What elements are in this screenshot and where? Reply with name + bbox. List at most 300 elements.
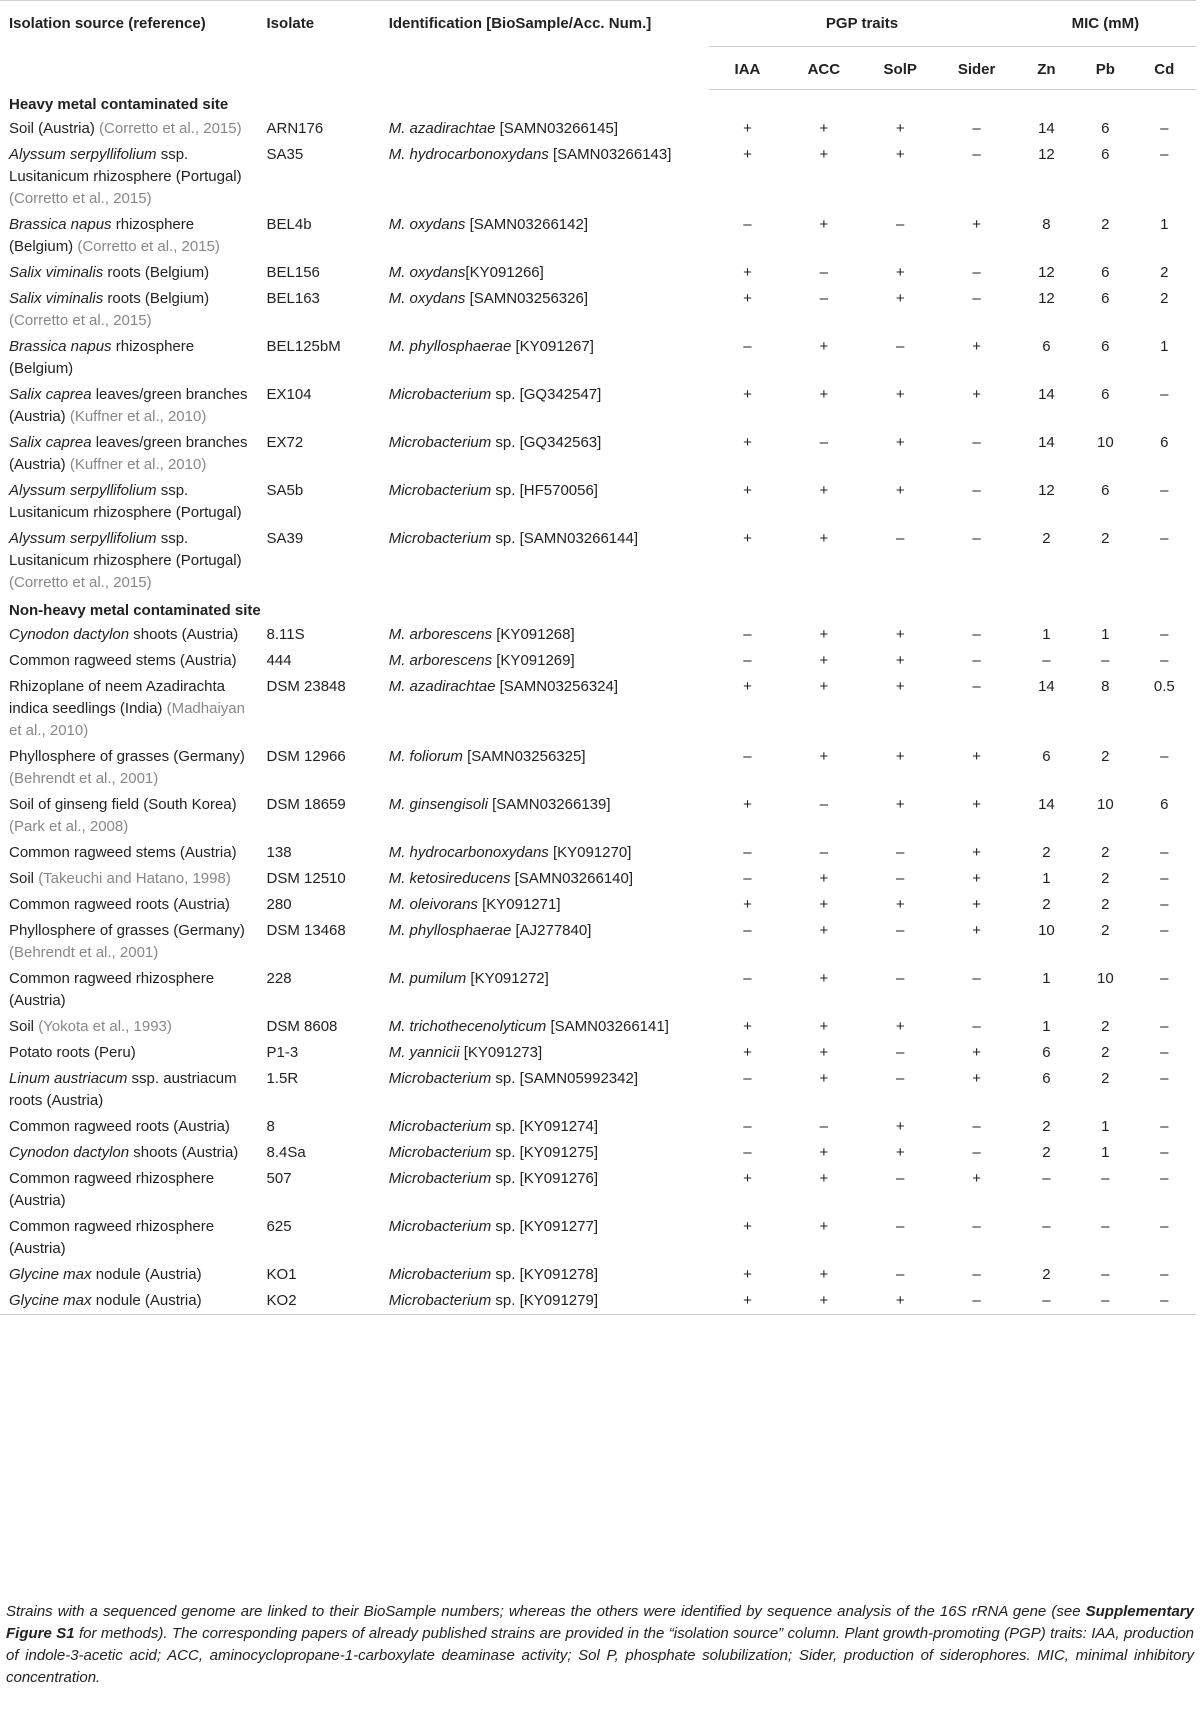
table-row [0,1066,1196,1114]
source-reference: (Corretto et al., 2015) [9,312,152,329]
cell-sider: + [972,216,981,233]
cell-acc: + [819,1018,829,1035]
col-header-identification: Identification [BioSample/Acc. Num.] [380,1,710,90]
cell-isolate: BEL163 [266,290,320,307]
cell-pb: 6 [1101,482,1110,499]
cell-iaa: + [743,678,752,695]
source-text: Common ragweed rhizosphere (Austria) [9,970,215,1009]
species-name: Microbacterium [388,1170,492,1187]
source-reference: (Behrendt et al., 2001) [9,770,159,787]
cell-zn: 2 [1042,896,1051,913]
species-name: M. ketosireducens [388,870,511,887]
cell-identification [380,674,710,744]
cell-solp: + [895,896,905,913]
cell-solp: + [895,1018,905,1035]
source-text: Common ragweed roots (Austria) [9,1118,230,1135]
cell-isolation-source [0,1066,258,1114]
cell-isolate: BEL156 [266,264,320,281]
source-taxon: Brassica napus [9,216,112,233]
cell-solp: + [895,264,905,281]
cell-pb: – [1101,652,1110,669]
cell-solp: – [896,844,905,861]
accession-number: sp. [KY091278] [491,1266,598,1283]
cell-pb: 10 [1096,796,1114,813]
source-taxon: Alyssum serpyllifolium [9,530,157,547]
cell-zn: 2 [1042,1118,1051,1135]
cell-isolation-source [0,430,258,478]
table-row [0,1040,1196,1066]
cell-isolation-source [0,260,258,286]
source-text: roots (Belgium) [103,264,210,281]
cell-sider: – [972,264,981,281]
cell-acc: – [819,1118,828,1135]
cell-cd: 0.5 [1153,678,1175,695]
cell-sider: + [972,796,981,813]
source-reference: (Madhaiyan et al., 2010) [9,700,245,739]
cell-acc: + [819,386,829,403]
table-body [0,90,1196,1315]
source-text: Common ragweed stems (Austria) [9,844,237,861]
col-group-mic: MIC (mM) [1015,1,1196,47]
source-text: Phyllosphere of grasses (Germany) [9,748,245,765]
cell-isolation-source [0,1166,258,1214]
species-name: Microbacterium [388,1118,492,1135]
cell-cd: – [1160,1070,1169,1087]
cell-iaa: + [743,386,752,403]
cell-zn: 6 [1042,338,1051,355]
cell-identification [380,892,710,918]
cell-zn: – [1042,1218,1051,1235]
cell-acc: + [819,922,829,939]
source-text: roots (Belgium) [103,290,210,307]
cell-acc: – [819,434,828,451]
species-name: Microbacterium [388,434,492,451]
cell-pb: 8 [1101,678,1110,695]
source-reference: (Corretto et al., 2015) [77,238,220,255]
cell-isolate: 8 [266,1118,275,1135]
source-text: ssp. austriacum roots (Austria) [9,1070,237,1109]
cell-solp: – [896,1044,905,1061]
cell-zn: – [1015,1288,1078,1315]
cell-isolation-source [0,744,258,792]
cell-isolate: 444 [266,652,292,669]
cell-cd: – [1160,1018,1169,1035]
cell-sider: – [972,434,981,451]
col-group-pgp-traits: PGP traits [709,1,1015,47]
cell-acc: + [819,678,829,695]
cell-iaa: – [743,748,752,765]
cell-pb: 2 [1101,1070,1110,1087]
cell-isolation-source [0,892,258,918]
caption-text-2: for methods). The corresponding papers of already published strains are provided in the “isolation source” column. Plant growth-promoting (PGP) traits: IAA, production of indole-3-acetic acid; ACC, aminocyclopropane-1-carboxylate deaminase activity; Sol P, phosphate solubilization; Sider, production of siderophores. MIC, minimal inhibitory concentration. [6,1625,1195,1686]
source-text: Soil [9,1018,39,1035]
cell-sider: + [972,896,981,913]
cell-zn: 6 [1042,1044,1051,1061]
source-text: Common ragweed rhizosphere (Austria) [9,1170,215,1209]
cell-zn: 1 [1042,1018,1051,1035]
cell-isolation-source [0,674,258,744]
cell-pb: 1 [1101,1144,1110,1161]
cell-isolation-source [0,334,258,382]
source-text: ssp. Lusitanicum rhizosphere (Portugal) [9,482,242,521]
cell-sider: + [972,1170,981,1187]
source-text: ssp. Lusitanicum rhizosphere (Portugal) [9,146,242,185]
cell-isolate: P1-3 [266,1044,299,1061]
cell-iaa: – [743,1118,752,1135]
cell-zn: 2 [1042,1266,1051,1283]
cell-solp: + [895,748,905,765]
species-name: M. arborescens [388,626,493,643]
cell-pb: 2 [1101,1044,1110,1061]
cell-solp: – [896,1218,905,1235]
source-taxon: Salix viminalis [9,290,104,307]
source-reference: (Kuffner et al., 2010) [69,408,207,425]
cell-pb: 2 [1101,922,1110,939]
accession-number: [SAMN03266143] [548,146,672,163]
cell-solp: + [895,652,905,669]
table-row [0,116,1196,142]
accession-number: [KY091272] [466,970,549,987]
cell-cd: – [1133,1288,1196,1315]
table-row [0,286,1196,334]
cell-acc: – [819,290,828,307]
cell-identification [380,1114,710,1140]
cell-sider: – [972,146,981,163]
cell-cd: – [1160,120,1169,137]
cell-zn: 1 [1042,626,1051,643]
section-header-row [0,596,1196,622]
cell-isolate: DSM 13468 [266,922,346,939]
cell-isolate: SA5b [266,482,304,499]
source-text: Common ragweed rhizosphere (Austria) [9,1218,215,1257]
source-taxon: Salix caprea [9,434,92,451]
species-name: M. azadirachtae [388,678,496,695]
accession-number: [KY091271] [477,896,561,913]
col-header-zn: Zn [1015,47,1078,90]
cell-zn: 12 [1038,290,1055,307]
col-header-acc: ACC [786,47,862,90]
species-name: M. oleivorans [388,896,478,913]
table-row [0,966,1196,1014]
accession-number: [SAMN03256326] [465,290,588,307]
cell-zn: – [1042,1170,1051,1187]
cell-pb: 6 [1101,386,1110,403]
source-text: Soil (Austria) [9,120,100,137]
cell-iaa: – [743,1144,752,1161]
accession-number: [KY091273] [459,1044,543,1061]
species-name: M. azadirachtae [388,120,496,137]
cell-solp: + [895,1118,905,1135]
cell-cd: – [1160,922,1169,939]
col-header-pb: Pb [1078,47,1133,90]
table-row [0,792,1196,840]
source-text: Phyllosphere of grasses (Germany) [9,922,245,939]
source-reference: (Corretto et al., 2015) [99,120,242,137]
cell-solp: + [895,120,905,137]
cell-zn: 12 [1038,482,1055,499]
cell-isolation-source [0,840,258,866]
cell-isolate: 8.4Sa [266,1144,306,1161]
species-name: Microbacterium [388,530,492,547]
accession-number: [KY091268] [492,626,575,643]
source-taxon: Glycine max [9,1266,92,1283]
species-name: Microbacterium [388,1266,492,1283]
cell-sider: + [972,748,981,765]
cell-solp: – [896,1070,905,1087]
cell-solp: – [896,922,905,939]
cell-identification [380,622,710,648]
cell-identification [380,1214,710,1262]
cell-iaa: + [743,434,752,451]
cell-isolation-source [0,1262,258,1288]
cell-iaa: + [743,896,752,913]
cell-isolate: EX72 [266,434,304,451]
source-text: Potato roots (Peru) [9,1044,136,1061]
cell-iaa: + [743,120,752,137]
cell-sider: + [972,844,981,861]
cell-acc: + [819,482,829,499]
cell-cd: 6 [1160,434,1169,451]
cell-isolation-source [0,1014,258,1040]
cell-cd: – [1160,870,1169,887]
source-text: ssp. Lusitanicum rhizosphere (Portugal) [9,530,242,569]
source-text: leaves/green branches (Austria) [9,386,248,425]
cell-pb: 6 [1101,290,1110,307]
cell-zn: 1 [1042,870,1051,887]
cell-iaa: – [743,626,752,643]
cell-iaa: – [743,338,752,355]
section-title: Non-heavy metal contaminated site [9,602,261,619]
cell-zn: 12 [1038,146,1055,163]
cell-iaa: – [743,216,752,233]
cell-pb: – [1078,1288,1133,1315]
cell-zn: 14 [1038,386,1055,403]
cell-acc: – [819,264,828,281]
source-taxon: Glycine max [9,1292,92,1309]
cell-iaa: – [743,844,752,861]
accession-number: [KY091266] [465,264,544,281]
cell-solp: + [895,146,905,163]
cell-isolate: KO1 [266,1266,297,1283]
cell-acc: + [819,216,829,233]
table-row [0,526,1196,596]
cell-isolation-source [0,1040,258,1066]
cell-zn: 12 [1038,264,1055,281]
cell-acc: + [819,1070,829,1087]
species-name: M. ginsengisoli [388,796,488,813]
cell-acc: + [819,652,829,669]
source-text: Rhizoplane of neem Azadirachta indica seedlings (India) [9,678,225,717]
accession-number: [AJ277840] [511,922,592,939]
cell-isolation-source [0,212,258,260]
cell-solp: + [895,678,905,695]
cell-zn: 14 [1038,678,1055,695]
cell-identification [380,866,710,892]
species-name: Microbacterium [388,1070,492,1087]
source-text: Common ragweed roots (Austria) [9,896,230,913]
cell-identification [380,260,710,286]
cell-isolate: 228 [266,970,292,987]
cell-acc: + [819,870,829,887]
cell-sider: – [972,652,981,669]
cell-sider: – [972,626,981,643]
cell-identification [380,966,710,1014]
col-header-sider: Sider [938,47,1014,90]
source-reference: (Park et al., 2008) [9,818,129,835]
cell-cd: – [1160,1218,1169,1235]
cell-iaa: – [743,1070,752,1087]
table-row [0,260,1196,286]
cell-solp: – [896,1170,905,1187]
cell-sider: – [972,530,981,547]
cell-iaa: + [743,290,752,307]
cell-identification [380,1288,710,1315]
cell-pb: 10 [1096,970,1114,987]
section-header-row [0,90,1196,117]
table-row [0,382,1196,430]
cell-acc: + [819,748,829,765]
cell-zn: 8 [1042,216,1051,233]
col-header-isolate: Isolate [258,1,380,90]
species-name: Microbacterium [388,1144,492,1161]
cell-sider: + [972,922,981,939]
source-reference: (Yokota et al., 1993) [38,1018,172,1035]
table-row [0,1166,1196,1214]
source-reference: (Corretto et al., 2015) [9,574,152,591]
cell-isolation-source [0,648,258,674]
species-name: M. hydrocarbonoxydans [388,844,549,861]
cell-acc: + [819,146,829,163]
cell-identification [380,1040,710,1066]
cell-cd: – [1160,1144,1169,1161]
cell-isolation-source [0,286,258,334]
cell-isolate: DSM 12966 [266,748,346,765]
cell-identification [380,286,710,334]
cell-solp: + [895,1144,905,1161]
cell-identification [380,334,710,382]
species-name: M. pumilum [388,970,467,987]
cell-identification [380,1262,710,1288]
cell-zn: 1 [1042,970,1051,987]
species-name: M. hydrocarbonoxydans [388,146,549,163]
source-text: rhizosphere (Belgium) [9,338,195,377]
section-title: Heavy metal contaminated site [9,96,229,113]
table-row [0,866,1196,892]
cell-iaa: + [743,1266,752,1283]
accession-number: sp. [KY091277] [491,1218,598,1235]
source-taxon: Alyssum serpyllifolium [9,146,157,163]
table-caption [6,1601,1194,1689]
cell-isolation-source [0,866,258,892]
cell-sider: + [972,338,981,355]
cell-zn: 10 [1038,922,1055,939]
source-reference: (Takeuchi and Hatano, 1998) [38,870,231,887]
cell-cd: 2 [1160,290,1169,307]
cell-acc: – [819,844,828,861]
col-header-iaa: IAA [709,47,785,90]
cell-iaa: + [709,1288,785,1315]
cell-isolate: ARN176 [266,120,324,137]
cell-cd: 1 [1160,216,1169,233]
species-name: M. yannicii [388,1044,460,1061]
cell-iaa: – [743,870,752,887]
cell-pb: 10 [1096,434,1114,451]
cell-isolate: DSM 23848 [266,678,346,695]
cell-isolate: 280 [266,896,292,913]
cell-sider: – [972,1266,981,1283]
caption-supplementary-link: Supplementary Figure S1 [6,1603,1194,1642]
species-name: Microbacterium [388,386,492,403]
cell-identification [380,526,710,596]
table-row [0,744,1196,792]
species-name: M. arborescens [388,652,493,669]
source-text: shoots (Austria) [129,1144,239,1161]
cell-solp: + [895,434,905,451]
species-name: M. phyllosphaerae [388,338,512,355]
table-row [0,648,1196,674]
table-row [0,334,1196,382]
cell-solp: + [895,482,905,499]
cell-sider: – [972,1218,981,1235]
cell-acc: + [819,530,829,547]
table-row [0,142,1196,212]
cell-acc: + [786,1288,862,1315]
cell-identification [380,648,710,674]
cell-zn: 14 [1038,120,1055,137]
cell-cd: – [1160,748,1169,765]
table-row [0,892,1196,918]
cell-isolation-source [0,622,258,648]
cell-iaa: + [743,796,752,813]
cell-identification [380,918,710,966]
cell-isolate: DSM 12510 [266,870,346,887]
cell-solp: – [896,1266,905,1283]
cell-zn: 6 [1042,1070,1051,1087]
cell-identification [380,430,710,478]
cell-isolation-source [0,966,258,1014]
cell-solp: + [895,386,905,403]
source-taxon: Brassica napus [9,338,112,355]
accession-number: sp. [SAMN03266144] [491,530,639,547]
accession-number: [SAMN03266139] [487,796,611,813]
cell-sider: – [972,1144,981,1161]
cell-zn: – [1042,652,1051,669]
table-row [0,674,1196,744]
cell-pb: 2 [1101,1018,1110,1035]
cell-pb: 2 [1101,216,1110,233]
cell-acc: + [819,1218,829,1235]
cell-sider: – [972,678,981,695]
table-row [0,1262,1196,1288]
cell-isolate: 625 [266,1218,292,1235]
cell-isolate: KO2 [258,1288,380,1315]
cell-identification [380,840,710,866]
cell-solp: – [896,338,905,355]
cell-pb: 2 [1101,530,1110,547]
cell-zn: 2 [1042,844,1051,861]
col-header-solp: SolP [862,47,938,90]
cell-pb: 2 [1101,870,1110,887]
accession-number: [KY091270] [548,844,632,861]
cell-sider: – [972,970,981,987]
table-row [0,1214,1196,1262]
cell-identification [380,1140,710,1166]
cell-sider: – [972,1018,981,1035]
accession-number: sp. [SAMN05992342] [491,1070,639,1087]
table-row [0,212,1196,260]
cell-pb: – [1101,1266,1110,1283]
cell-identification [380,1014,710,1040]
